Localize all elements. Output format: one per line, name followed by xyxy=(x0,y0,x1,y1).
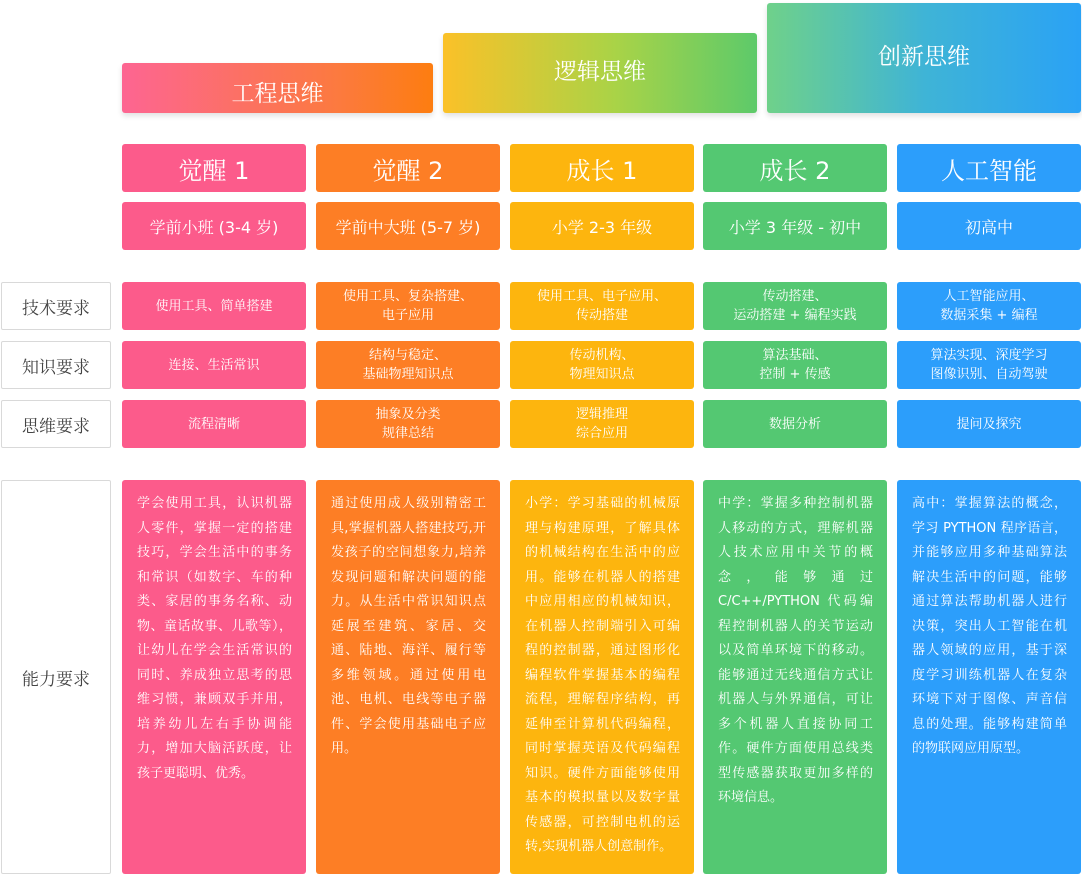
row-label-ability: 能力要求 xyxy=(1,480,111,874)
knowledge-req-growth-2: 算法基础、 控制 + 传感 xyxy=(703,341,887,389)
stage-awakening-1: 觉醒 1 xyxy=(122,144,306,192)
logic-thinking-banner: 逻辑思维 xyxy=(443,33,757,113)
age-awakening-2: 学前中大班 (5-7 岁) xyxy=(316,202,500,250)
age-growth-1: 小学 2-3 年级 xyxy=(510,202,694,250)
thinking-req-growth-2: 数据分析 xyxy=(703,400,887,448)
ability-desc-awakening-1: 学会使用工具，认识机器人零件，掌握一定的搭建技巧，学会生活中的事务和常识（如数字、车的种类、家居的事务名称、动物、童话故事、儿歌等），让幼儿在学会生活常识的同时、养成独立思考的思维习惯，兼顾双手并用，培养幼儿左右手协调能力，增加大脑活跃度，让孩子更聪明、优秀。 xyxy=(122,480,306,874)
ability-desc-ai: 高中：掌握算法的概念，学习 PYTHON 程序语言，并能够应用多种基础算法解决生活中的问题，能够通过算法帮助机器人进行决策，突出人工智能在机器人领域的应用，基于深度学习训练机器人在复杂环境下对于图像、声音信息的处理。能够构建简单的物联网应用原型。 xyxy=(897,480,1081,874)
thinking-req-awakening-2: 抽象及分类 规律总结 xyxy=(316,400,500,448)
knowledge-req-ai: 算法实现、深度学习 图像识别、自动驾驶 xyxy=(897,341,1081,389)
knowledge-req-growth-1: 传动机构、 物理知识点 xyxy=(510,341,694,389)
tech-req-growth-2: 传动搭建、 运动搭建 + 编程实践 xyxy=(703,282,887,330)
row-label-knowledge: 知识要求 xyxy=(1,341,111,389)
age-growth-2: 小学 3 年级 - 初中 xyxy=(703,202,887,250)
stage-growth-2: 成长 2 xyxy=(703,144,887,192)
tech-req-awakening-1: 使用工具、简单搭建 xyxy=(122,282,306,330)
thinking-req-ai: 提问及探究 xyxy=(897,400,1081,448)
knowledge-req-awakening-1: 连接、生活常识 xyxy=(122,341,306,389)
ability-desc-awakening-2: 通过使用成人级别精密工具,掌握机器人搭建技巧,开发孩子的空间想象力,培养发现问题和解决问题的能力。从生活中常识知识点延展至建筑、家居、交通、陆地、海洋、履行等多维领域。通过使用电池、电机、电线等电子器件、学会使用基础电子应用。 xyxy=(316,480,500,874)
row-label-thinking: 思维要求 xyxy=(1,400,111,448)
tech-req-growth-1: 使用工具、电子应用、 传动搭建 xyxy=(510,282,694,330)
engineering-thinking-banner: 工程思维 xyxy=(122,63,433,113)
tech-req-ai: 人工智能应用、 数据采集 + 编程 xyxy=(897,282,1081,330)
ability-desc-growth-2: 中学：掌握多种控制机器人移动的方式，理解机器人技术应用中关节的概念，能够通过C/C++/PYTHON 代码编程控制机器人的关节运动以及简单环境下的移动。能够通过无线通信方式让机器人与外界通信，可让多个机器人直接协同工作。硬件方面使用总线类型传感器获取更加多样的环境信息。 xyxy=(703,480,887,874)
knowledge-req-awakening-2: 结构与稳定、 基础物理知识点 xyxy=(316,341,500,389)
stage-growth-1: 成长 1 xyxy=(510,144,694,192)
thinking-req-growth-1: 逻辑推理 综合应用 xyxy=(510,400,694,448)
stage-awakening-2: 觉醒 2 xyxy=(316,144,500,192)
age-awakening-1: 学前小班 (3-4 岁) xyxy=(122,202,306,250)
age-ai: 初高中 xyxy=(897,202,1081,250)
thinking-req-awakening-1: 流程清晰 xyxy=(122,400,306,448)
tech-req-awakening-2: 使用工具、复杂搭建、 电子应用 xyxy=(316,282,500,330)
ability-desc-growth-1: 小学：学习基础的机械原理与构建原理，了解具体的机械结构在生活中的应用。能够在机器人的搭建中应用相应的机械知识，在机器人控制端引入可编程的控制器，通过图形化编程软件掌握基本的编程流程，理解程序结构，再延伸至计算机代码编程，同时掌握英语及代码编程知识。硬件方面能够使用基本的模拟量以及数字量传感器，可控制电机的运转,实现机器人创意制作。 xyxy=(510,480,694,874)
innovation-thinking-banner: 创新思维 xyxy=(767,3,1081,113)
row-label-tech: 技术要求 xyxy=(1,282,111,330)
stage-ai: 人工智能 xyxy=(897,144,1081,192)
